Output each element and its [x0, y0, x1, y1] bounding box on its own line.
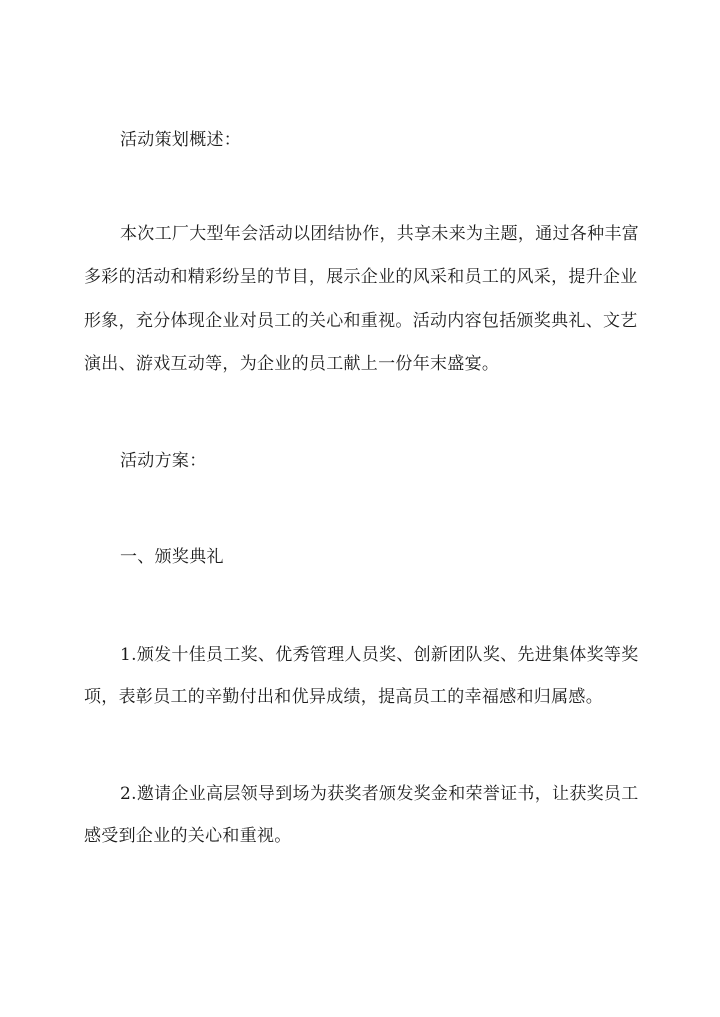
- item-one-line: 项，表彰员工的辛勤付出和优异成绩，提高员工的幸福感和归属感。: [84, 687, 603, 707]
- item-two-line: 2.邀请企业高层领导到场为获奖者颁发奖金和荣誉证书，让获奖员工: [120, 784, 639, 804]
- section-one-heading: 一、颁奖典礼: [120, 547, 224, 567]
- overview-line: 演出、游戏互动等，为企业的员工献上一份年末盛宴。: [84, 354, 500, 374]
- item-one-line: 1.颁发十佳员工奖、优秀管理人员奖、创新团队奖、先进集体奖等奖: [120, 645, 639, 665]
- overview-line: 形象，充分体现企业对员工的关心和重视。活动内容包括颁奖典礼、文艺: [84, 311, 638, 331]
- overview-line: 本次工厂大型年会活动以团结协作，共享未来为主题，通过各种丰富: [120, 224, 639, 244]
- item-two-line: 感受到企业的关心和重视。: [84, 826, 292, 846]
- overview-heading: 活动策划概述：: [120, 130, 242, 150]
- plan-heading: 活动方案：: [120, 451, 207, 471]
- overview-line: 多彩的活动和精彩纷呈的节目，展示企业的风采和员工的风采，提升企业: [84, 267, 638, 287]
